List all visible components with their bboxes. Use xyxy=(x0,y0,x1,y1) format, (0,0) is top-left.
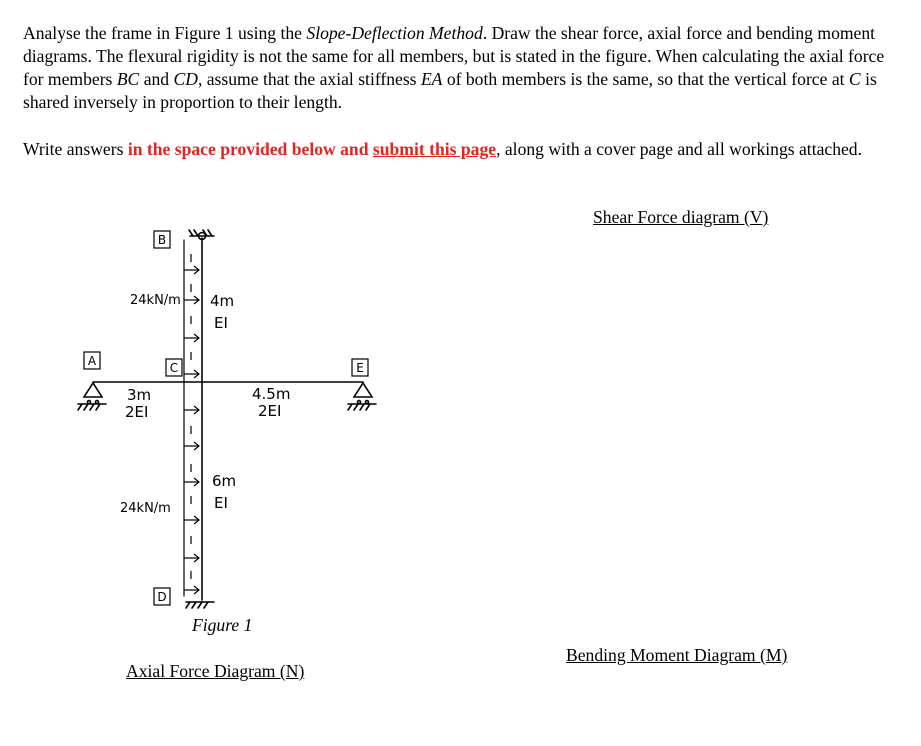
load-arrow xyxy=(184,516,199,524)
load-arrow xyxy=(184,296,199,304)
paragraph1-run: of both members is the same, so that the vertical force at xyxy=(442,69,849,89)
load-label-lower: 24kN/m xyxy=(120,501,171,516)
bc-rigidity-label: EI xyxy=(214,314,228,332)
paragraph2-run: , along with a cover page and all workings attached. xyxy=(496,139,862,159)
node-label-d: D xyxy=(157,590,167,604)
paragraph1-run: . Draw the shear force, axial force and bending moment diagrams. The flexural rigidity is not the same for all members, but is stated in the figure. When calculating the axial force for members xyxy=(23,23,885,89)
load-label-upper: 24kN/m xyxy=(130,293,181,308)
paragraph1-run: BC xyxy=(116,69,140,89)
load-arrow xyxy=(184,406,199,414)
load-arrow xyxy=(184,266,199,274)
paragraph1-run: Slope-Deflection Method xyxy=(306,23,483,43)
paragraph1-run: Analyse the frame in Figure 1 using the xyxy=(23,23,307,43)
paragraph2-run: Write answers xyxy=(23,139,128,159)
paragraph2-run: in the space provided below and xyxy=(127,139,373,159)
node-label-b: B xyxy=(157,233,167,247)
load-arrow xyxy=(184,334,199,342)
node-label-c: C xyxy=(169,361,179,375)
ce-rigidity-label: 2EI xyxy=(258,402,282,420)
node-label-a: A xyxy=(87,354,97,368)
bending-moment-diagram-label: Bending Moment Diagram (M) xyxy=(566,645,788,665)
load-arrow xyxy=(184,370,199,378)
ac-length-label: 3m xyxy=(127,386,152,404)
pin-support-a xyxy=(78,383,106,410)
node-label-e: E xyxy=(356,361,364,375)
paragraph1-run: CD xyxy=(173,69,198,89)
ac-rigidity-label: 2EI xyxy=(125,403,149,421)
cd-rigidity-label: EI xyxy=(214,494,228,512)
paragraph2-run: submit this page xyxy=(372,139,497,159)
paragraph1-run: , assume that the axial stiffness xyxy=(197,69,421,89)
fixed-support-d xyxy=(186,602,214,608)
ce-length-label: 4.5m xyxy=(252,385,291,403)
paragraph1-run: is shared inversely in proportion to their length. xyxy=(23,69,877,112)
bc-length-label: 4m xyxy=(210,292,235,310)
load-arrow xyxy=(184,442,199,450)
paragraph1-run: EA xyxy=(420,69,443,89)
load-arrow xyxy=(184,554,199,562)
paragraph1-run: C xyxy=(848,69,861,89)
axial-force-diagram-label: Axial Force Diagram (N) xyxy=(126,661,305,681)
cd-length-label: 6m xyxy=(212,472,237,490)
pin-support-e xyxy=(348,383,376,410)
load-arrow xyxy=(184,478,199,486)
paragraph1-run: and xyxy=(139,69,174,89)
figure-caption: Figure 1 xyxy=(192,615,253,635)
load-arrow xyxy=(184,586,199,594)
shear-force-diagram-label: Shear Force diagram (V) xyxy=(593,207,769,227)
